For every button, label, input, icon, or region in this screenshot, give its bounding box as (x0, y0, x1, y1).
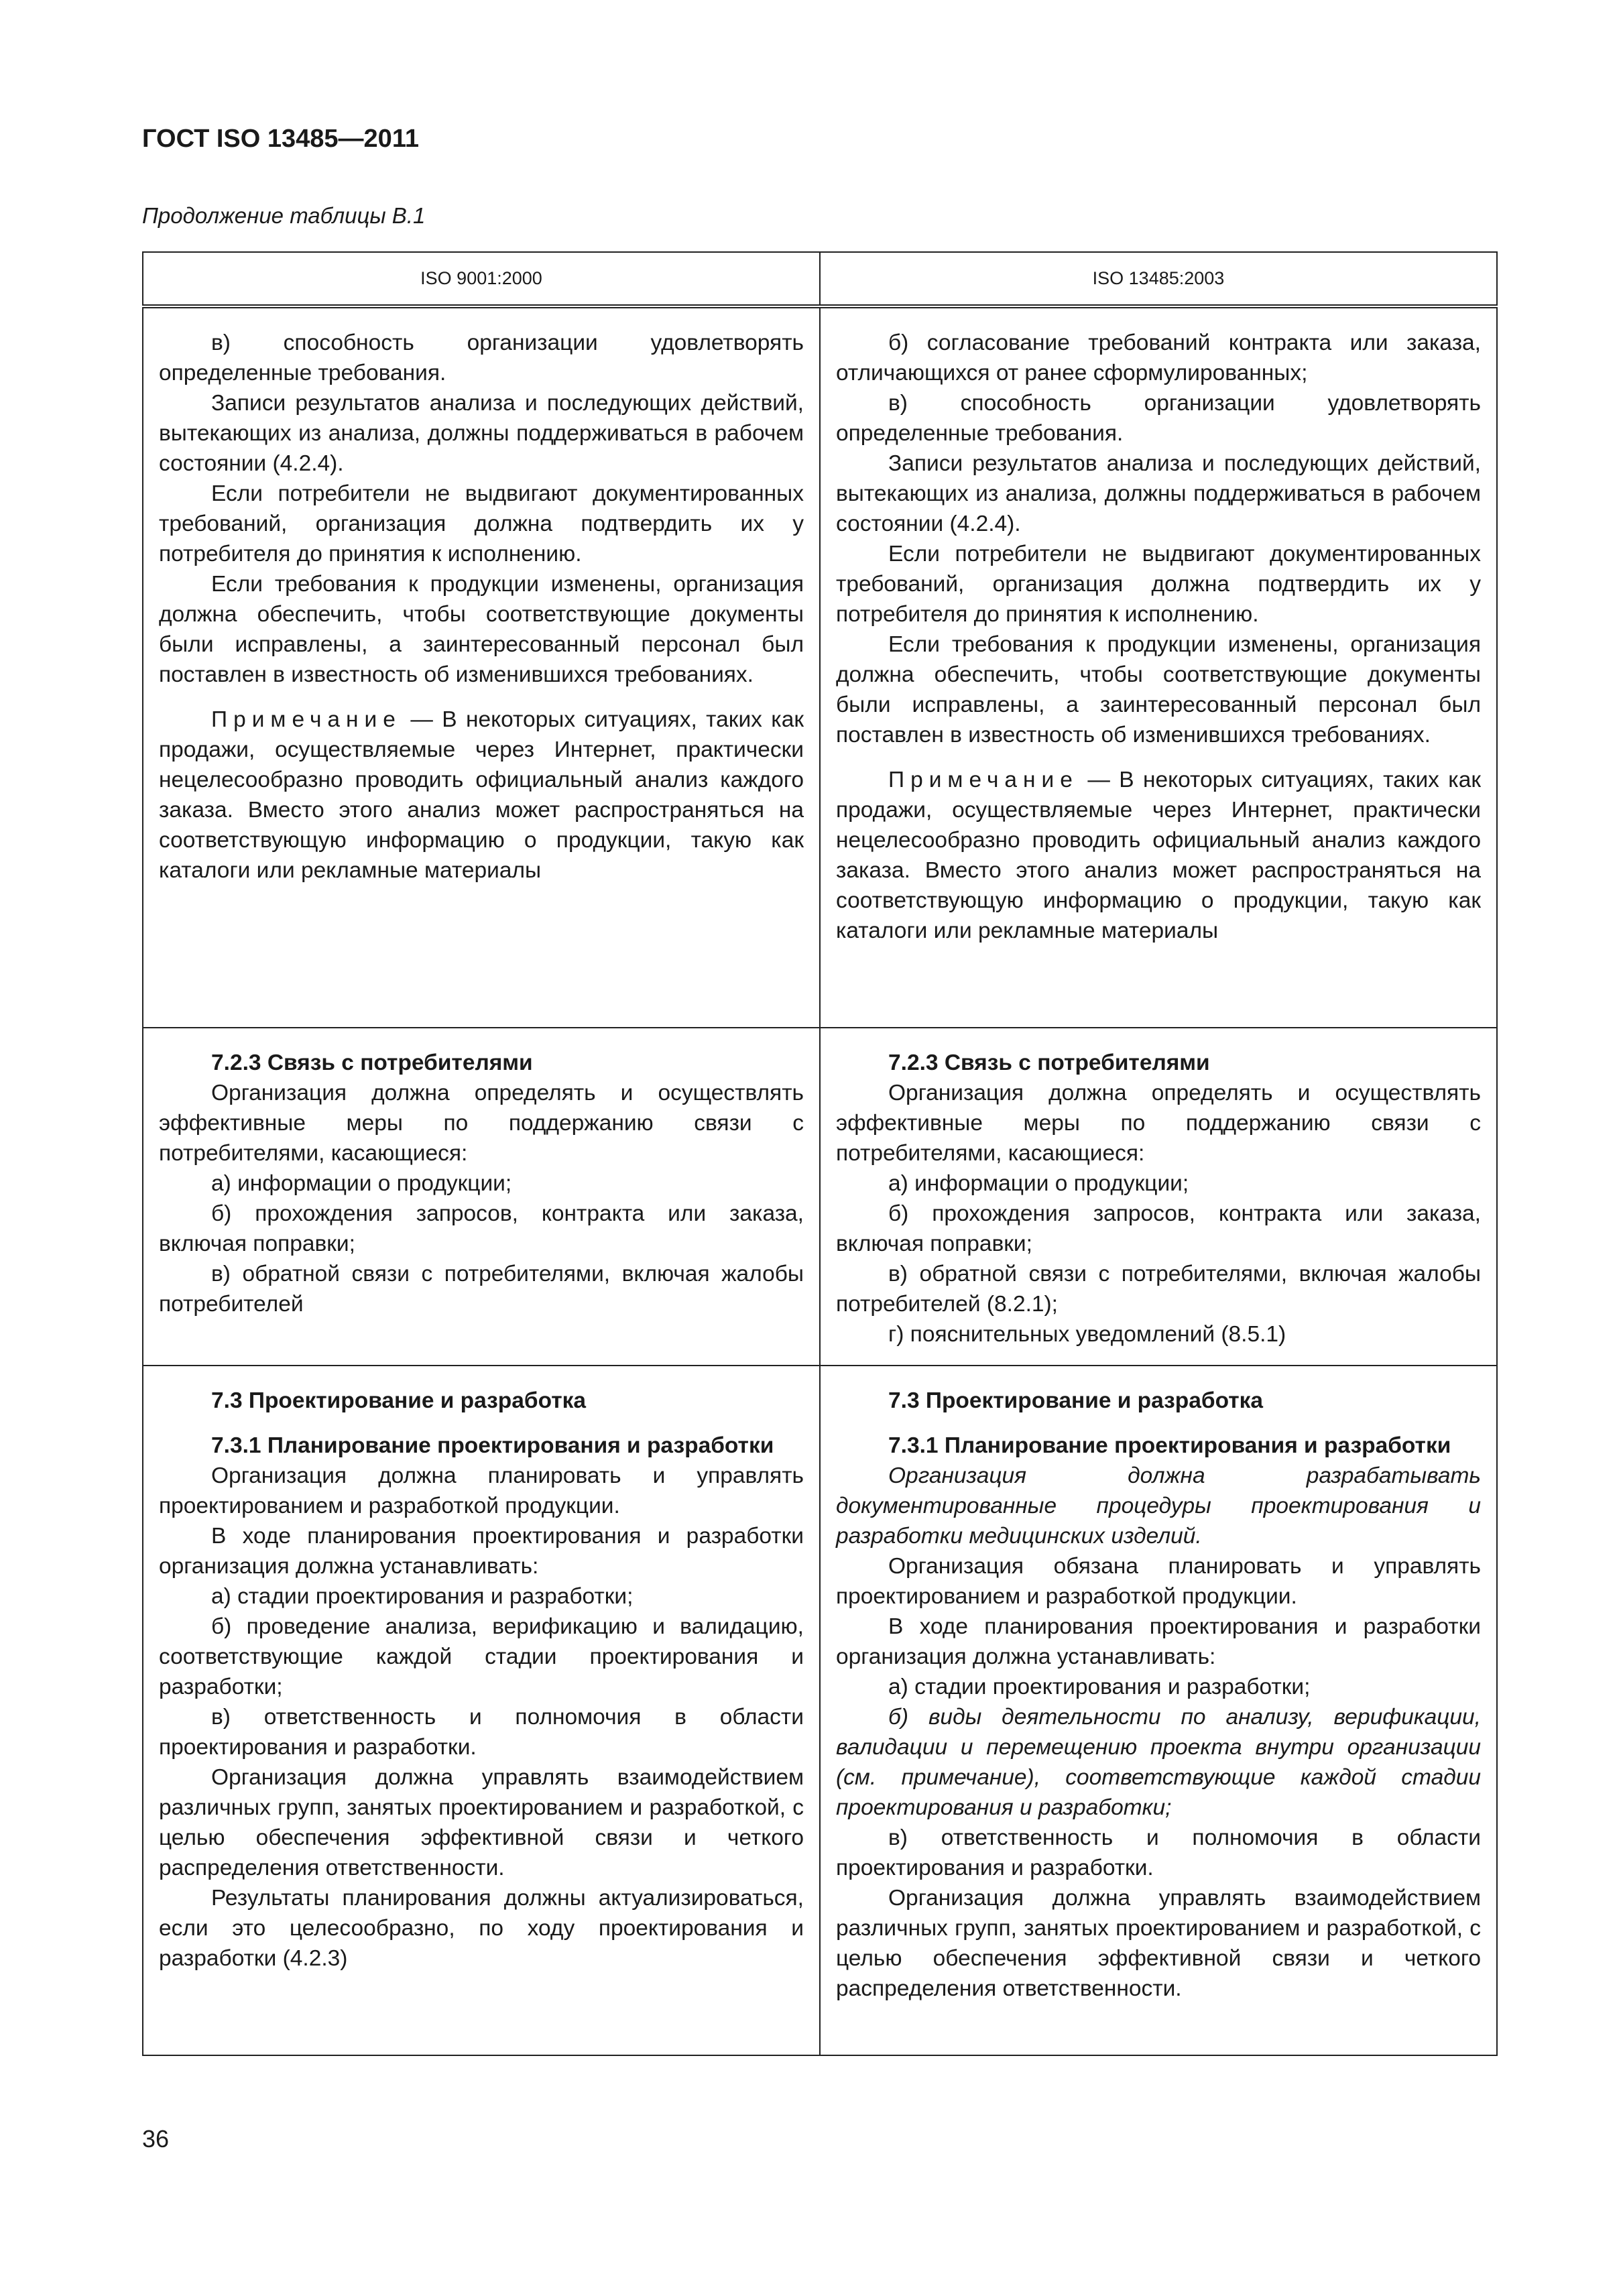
paragraph: в) обратной связи с потребителями, включая жалобы потребителей (8.2.1); (836, 1262, 1481, 1317)
paragraph: Организация должна управлять взаимодействием различных групп, занятых проектированием и разработкой, с целью обеспечения эффективной связи и четкого распределения ответственности. (159, 1765, 804, 1880)
paragraph: Если требования к продукции изменены, организация должна обеспечить, чтобы соответствующие документы были исправлены, а заинтересованный персонал был поставлен в известность об изменившихся требованиях. (159, 572, 804, 687)
paragraph: а) стадии проектирования и разработки; (888, 1675, 1311, 1699)
table-row (143, 306, 1497, 1028)
column-header-iso13485: ISO 13485:2003 (820, 252, 1497, 306)
table-cell-right (820, 306, 1497, 1028)
section-heading: 7.2.3 Связь с потребителями (211, 1050, 533, 1075)
paragraph: Организация должна определять и осуществлять эффективные меры по поддержанию связи с потребителями, касающиеся: (836, 1081, 1481, 1166)
paragraph: Организация должна планировать и управлять проектированием и разработкой продукции. (159, 1463, 804, 1518)
paragraph: б) согласование требований контракта или заказа, отличающихся от ранее сформулированных; (836, 330, 1481, 385)
note-text: — В некоторых ситуациях, таких как продажи, осуществляемые через Интернет, практически нецелесообразно проводить официальный анализ каждого заказа. Вместо этого анализ может распространяться на соответствующую информацию о продукции, такую как каталоги или рекламные материалы (836, 768, 1481, 943)
paragraph: в) ответственность и полномочия в области проектирования и разработки. (159, 1705, 804, 1760)
table-row (143, 1366, 1497, 2055)
section-heading: 7.2.3 Связь с потребителями (888, 1050, 1210, 1075)
paragraph: в) способность организации удовлетворять определенные требования. (159, 330, 804, 385)
table-header-row (143, 252, 1497, 306)
table-cell-left (143, 1366, 820, 2055)
column-header-iso9001: ISO 9001:2000 (143, 252, 820, 306)
paragraph: Организация должна управлять взаимодействием различных групп, занятых проектированием и разработкой, с целью обеспечения эффективной связи и четкого распределения ответственности. (836, 1886, 1481, 2001)
paragraph: б) прохождения запросов, контракта или заказа, включая поправки; (159, 1201, 804, 1256)
paragraph: а) информации о продукции; (211, 1171, 512, 1196)
paragraph: В ходе планирования проектирования и разработки организация должна устанавливать: (836, 1614, 1481, 1669)
paragraph: Если потребители не выдвигают документированных требований, организация должна подтвердить их у потребителя до принятия к исполнению. (159, 481, 804, 566)
italic-paragraph: Организация должна разрабатывать документированные процедуры проектирования и разработки медицинских изделий. (836, 1463, 1481, 1549)
section-heading: 7.3 Проектирование и разработка (211, 1388, 587, 1413)
paragraph: Записи результатов анализа и последующих действий, вытекающих из анализа, должны поддерживаться в рабочем состоянии (4.2.4). (836, 451, 1481, 536)
comparison-table (142, 251, 1498, 2056)
table-cell-right (820, 1028, 1497, 1366)
paragraph: а) информации о продукции; (888, 1171, 1189, 1196)
subsection-heading: 7.3.1 Планирование проектирования и разработки (211, 1433, 774, 1458)
table-caption: Продолжение таблицы В.1 (142, 203, 426, 228)
paragraph: б) прохождения запросов, контракта или заказа, включая поправки; (836, 1201, 1481, 1256)
table-cell-right (820, 1366, 1497, 2055)
paragraph: В ходе планирования проектирования и разработки организация должна устанавливать: (159, 1524, 804, 1579)
note-label: Примечание (211, 707, 402, 732)
note-paragraph (836, 765, 1481, 946)
note-text: — В некоторых ситуациях, таких как продажи, осуществляемые через Интернет, практически нецелесообразно проводить официальный анализ каждого заказа. Вместо этого анализ может распространяться на соответствующую информацию о продукции, такую как каталоги или рекламные материалы (159, 707, 804, 883)
paragraph: Результаты планирования должны актуализироваться, если это целесообразно, по ходу проектирования и разработки (4.2.3) (159, 1886, 804, 1971)
paragraph: Если требования к продукции изменены, организация должна обеспечить, чтобы соответствующие документы были исправлены, а заинтересованный персонал был поставлен в известность об изменившихся требованиях. (836, 632, 1481, 747)
paragraph: в) ответственность и полномочия в области проектирования и разработки. (836, 1825, 1481, 1880)
note-label: Примечание (888, 768, 1079, 792)
paragraph: а) стадии проектирования и разработки; (211, 1584, 634, 1609)
paragraph: Организация должна определять и осуществлять эффективные меры по поддержанию связи с потребителями, касающиеся: (159, 1081, 804, 1166)
paragraph: Организация обязана планировать и управлять проектированием и разработкой продукции. (836, 1554, 1481, 1609)
paragraph: в) способность организации удовлетворять определенные требования. (836, 391, 1481, 446)
paragraph: б) проведение анализа, верификацию и валидацию, соответствующие каждой стадии проектирования и разработки; (159, 1614, 804, 1699)
document-title: ГОСТ ISO 13485—2011 (142, 125, 419, 153)
table-cell-left (143, 306, 820, 1028)
paragraph: Если потребители не выдвигают документированных требований, организация должна подтвердить их у потребителя до принятия к исполнению. (836, 542, 1481, 627)
section-heading: 7.3 Проектирование и разработка (888, 1388, 1264, 1413)
paragraph: г) пояснительных уведомлений (8.5.1) (888, 1322, 1286, 1347)
table-cell-left (143, 1028, 820, 1366)
paragraph: в) обратной связи с потребителями, включая жалобы потребителей (159, 1262, 804, 1317)
subsection-heading: 7.3.1 Планирование проектирования и разработки (888, 1433, 1451, 1458)
italic-paragraph: б) виды деятельности по анализу, верификации, валидации и перемещению проекта внутри организации (см. примечание), соответствующие каждой стадии проектирования и разработки; (836, 1705, 1481, 1820)
paragraph: Записи результатов анализа и последующих действий, вытекающих из анализа, должны поддерживаться в рабочем состоянии (4.2.4). (159, 391, 804, 476)
note-paragraph (159, 705, 804, 886)
table-row (143, 1028, 1497, 1366)
page-number: 36 (142, 2125, 170, 2153)
